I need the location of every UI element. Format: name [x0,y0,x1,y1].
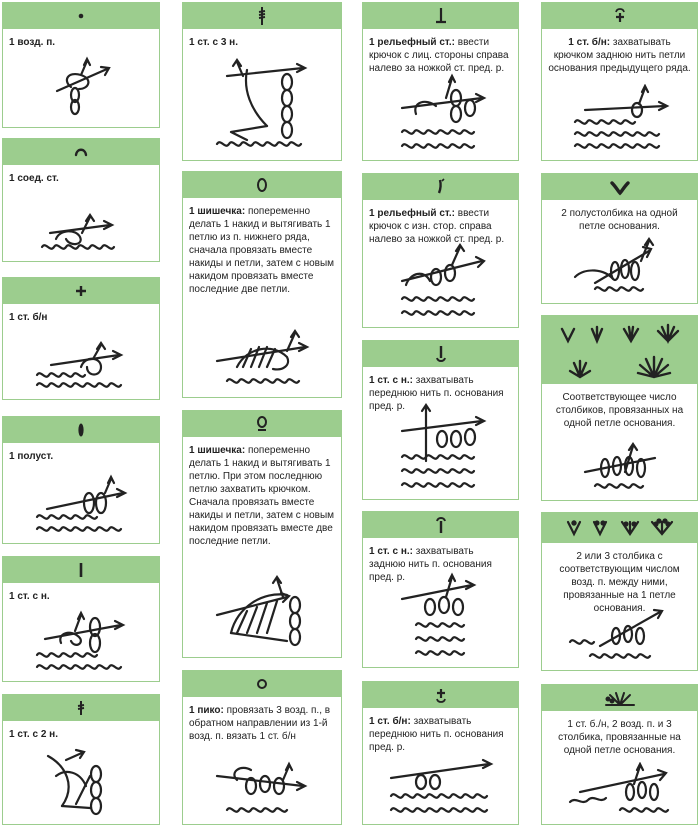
plus-back-symbol-icon [610,6,630,26]
card-header [183,3,341,29]
crochet-illustration [542,442,697,494]
card-label: 1 ст. с н.: [369,375,413,386]
v-symbol-icon [608,177,632,197]
ring-symbol-icon [252,674,272,694]
crochet-illustration [363,237,518,321]
card-header [542,316,697,384]
card-header [542,685,697,711]
bar-two-cross-symbol-icon [71,698,91,718]
card-label: 1 ст. б/н: [568,37,611,48]
card-front-post: 1 рельефный ст.: ввести крючок с лиц. стороны справа налево за ножкой ст. пред. р. [362,2,519,161]
card-label: 1 шишечка: [189,206,246,217]
card-fan-stitches: Соответствующее число столбиков, провязанных на одной петле основания. [541,315,698,501]
plus-symbol-icon [71,281,91,301]
card-treble-crochet [2,694,160,825]
card-header [363,512,518,538]
card-label: 1 полуст. [9,451,54,462]
plus-front-symbol-icon [431,685,451,705]
crochet-illustration [183,317,341,391]
card-label: 1 возд. п. [9,37,56,48]
arc-symbol-icon [71,142,91,162]
crochet-illustration [3,473,159,537]
crochet-illustration [3,746,159,818]
card-header [3,139,159,165]
card-label: 1 ст. с н.: [369,546,413,557]
dot-symbol-icon [71,6,91,26]
card-header [3,695,159,721]
chain-v-symbol-icon [560,516,680,540]
crochet-illustration [363,68,518,154]
card-picot: 1 пико: провязать 3 возд. п., в обратном направлении из 1-й возд. п. вязать 1 ст. б/н [182,670,342,825]
card-header [183,411,341,437]
card-header [3,3,159,29]
crochet-illustration [542,762,697,818]
card-shell: 1 ст. б./н, 2 возд. п. и 3 столбика, провязанные на одной петле основания. [541,684,698,825]
card-header [3,278,159,304]
card-slip-stitch [2,138,160,262]
card-front-loop-sc: 1 ст. б/н: захватывать переднюю нить п. основания пред. р. [362,681,519,825]
relief-back-symbol-icon [431,176,451,198]
crochet-illustration [363,401,518,493]
card-triple-treble [182,2,342,161]
card-header [542,513,697,543]
card-header [542,174,697,200]
card-double-crochet [2,556,160,682]
bobble-symbol-icon [252,175,272,195]
card-label: 1 ст. с 2 н. [9,729,58,740]
card-bobble-stem: 1 шишечка: попеременно делать 1 накид и вытягивать 1 петлю. При этом последнюю петлю захватить крючком. Сначала провязать вместе накиды и петли, затем с новым накидом провязать вместе две последние петли. [182,410,342,658]
card-header [542,3,697,29]
card-label: 1 ст. б/н: [369,716,411,727]
card-back-loop-dc: 1 ст. с н.: захватывать заднюю нить п. основания пред. р. [362,511,519,668]
crochet-illustration [183,571,341,651]
crochet-illustration [3,607,159,675]
card-label: 1 ст. с н. [9,591,50,602]
card-chain-stitch [2,2,160,128]
crochet-illustration [363,756,518,818]
crochet-illustration [3,55,159,121]
bar-symbol-icon [71,560,91,580]
card-header [3,557,159,583]
crochet-illustration [3,337,159,393]
card-label: 1 ст. с 3 н. [189,37,238,48]
card-header [3,417,159,443]
card-label: 1 ст. б/н [9,312,48,323]
card-header [363,682,518,708]
bar-three-cross-symbol-icon [252,5,272,27]
card-chain-v: 2 или 3 столбика с соответствующим числом возд. п. между ними, провязанные на 1 петле основания. [541,512,698,671]
card-single-crochet [2,277,160,400]
card-back-post: 1 рельефный ст.: ввести крючок с изн. стор. справа налево за ножкой ст. пред. р. [362,173,519,328]
fans-symbol-icon [550,319,690,381]
crochet-illustration [183,50,341,154]
crochet-illustration [542,233,697,297]
card-label: 1 рельефный ст.: [369,208,456,219]
crochet-illustration [183,756,341,818]
card-header [363,174,518,200]
shell-symbol-icon [600,687,640,709]
front-loop-symbol-icon [431,343,451,365]
card-label: 1 шишечка: [189,445,246,456]
card-header [183,172,341,198]
crochet-illustration [3,207,159,255]
relief-front-symbol-icon [431,5,451,27]
card-bobble: 1 шишечка: попеременно делать 1 накид и вытягивать 1 петлю из п. нижнего ряда, сначала провязать вместе накиды и петли, затем с новым накидом провязать вместе последние две петли. [182,171,342,398]
bobble-stem-symbol-icon [252,414,272,434]
crochet-illustration [542,84,697,154]
oval-symbol-icon [71,420,91,440]
card-label: 1 пико: [189,705,224,716]
card-label: 1 рельефный ст.: [369,37,456,48]
card-header [363,3,518,29]
card-front-loop-dc: 1 ст. с н.: захватывать переднюю нить п. основания пред. р. [362,340,519,500]
card-label: 1 соед. ст. [9,173,59,184]
back-loop-symbol-icon [431,514,451,536]
card-v-stitch: 2 полустолбика на одной петле основания. [541,173,698,304]
card-header [363,341,518,367]
card-half-double [2,416,160,544]
card-header [183,671,341,697]
card-back-loop-sc: 1 ст. б/н: захватывать крючком заднюю нить петли основания предыдущего ряда. [541,2,698,161]
